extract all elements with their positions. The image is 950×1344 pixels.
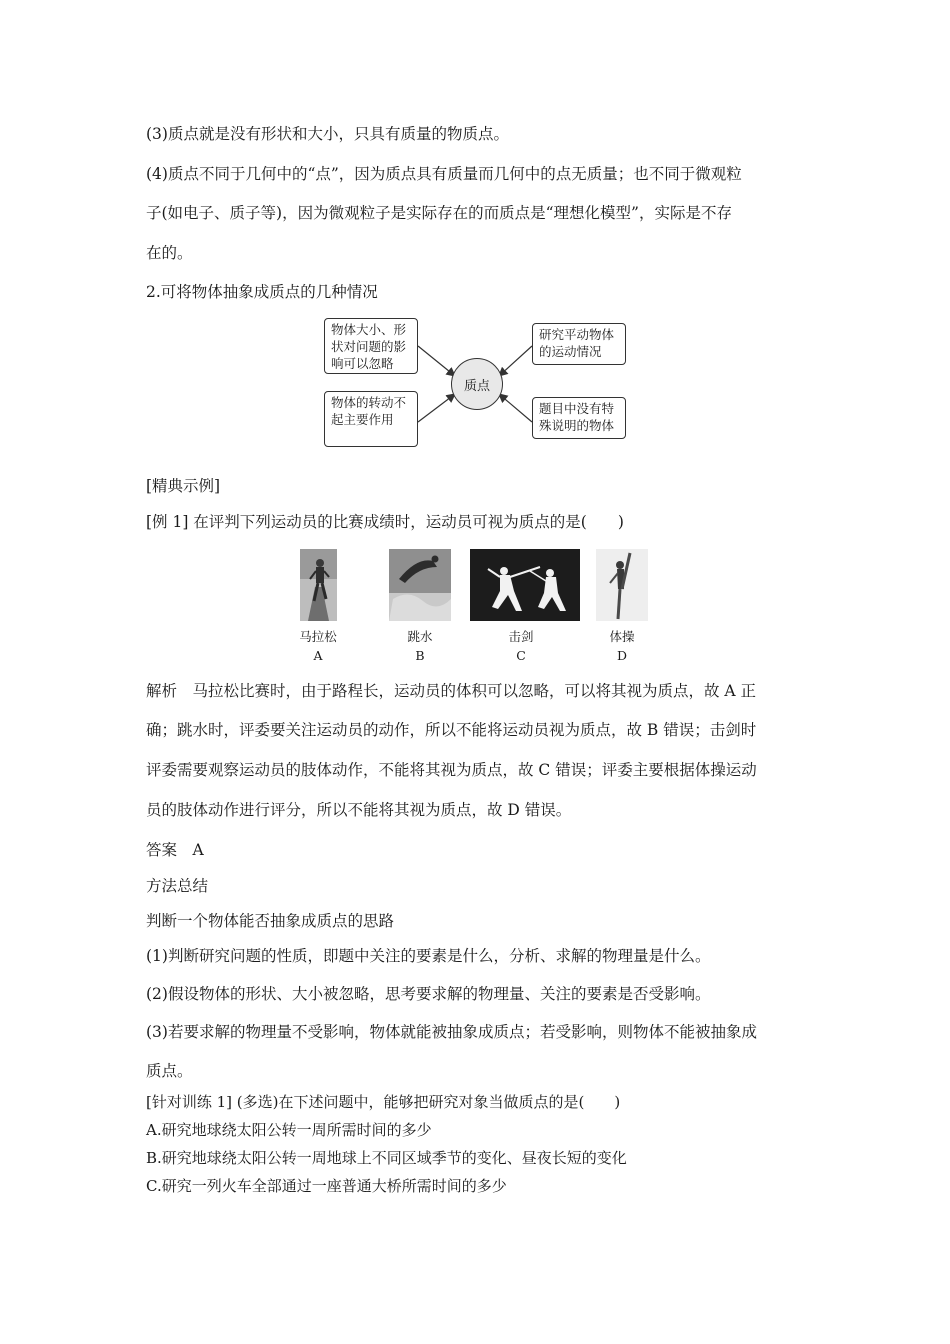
method-title: 方法总结 bbox=[146, 877, 209, 895]
particle-diagram bbox=[322, 318, 628, 448]
training-option-a: A.研究地球绕太阳公转一周所需时间的多少 bbox=[146, 1121, 432, 1139]
option-d-name: 体操 bbox=[609, 629, 635, 644]
box-rotation-not-important: 物体的转动不起主要作用 bbox=[324, 391, 418, 447]
method-line: (1)判断研究问题的性质，即题中关注的要素是什么，分析、求解的物理量是什么。 bbox=[146, 947, 711, 965]
text-line: 子(如电子、质子等)，因为微观粒子是实际存在的而质点是“理想化模型”，实际是不存 bbox=[146, 204, 732, 222]
method-line: (2)假设物体的形状、大小被忽略，思考要求解的物理量、关注的要素是否受影响。 bbox=[146, 985, 711, 1003]
option-b-name: 跳水 bbox=[407, 629, 433, 644]
method-line: (3)若要求解的物理量不受影响，物体就能被抽象成质点；若受影响，则物体不能被抽象成 bbox=[146, 1023, 757, 1041]
fencing-photo bbox=[470, 549, 580, 621]
section-label: [精典示例] bbox=[146, 477, 221, 495]
example-question: [例 1] 在评判下列运动员的比赛成绩时，运动员可视为质点的是( ) bbox=[146, 513, 624, 531]
option-d-letter: D bbox=[616, 648, 628, 663]
training-option-c: C.研究一列火车全部通过一座普通大桥所需时间的多少 bbox=[146, 1177, 507, 1195]
box-translational-motion: 研究平动物体的运动情况 bbox=[532, 323, 626, 365]
text-line: (4)质点不同于几何中的“点”，因为质点具有质量而几何中的点无质量；也不同于微观粒 bbox=[146, 165, 742, 183]
text-line: 在的。 bbox=[146, 244, 193, 262]
text-line: (3)质点就是没有形状和大小，只具有质量的物质点。 bbox=[146, 125, 509, 143]
marathon-photo bbox=[300, 549, 337, 621]
option-b-letter: B bbox=[415, 648, 425, 663]
training-question: [针对训练 1] (多选)在下述问题中，能够把研究对象当做质点的是( ) bbox=[146, 1093, 621, 1111]
gymnastics-photo bbox=[596, 549, 648, 621]
section-heading: 2.可将物体抽象成质点的几种情况 bbox=[146, 283, 378, 301]
center-label: 质点 bbox=[463, 378, 490, 394]
answer-line: 答案 A bbox=[146, 841, 204, 859]
option-c-name: 击剑 bbox=[508, 629, 534, 644]
method-line: 质点。 bbox=[146, 1062, 193, 1080]
option-c-letter: C bbox=[516, 648, 526, 663]
method-subtitle: 判断一个物体能否抽象成质点的思路 bbox=[146, 912, 395, 930]
analysis-line: 评委需要观察运动员的肢体动作，不能将其视为质点，故 C 错误；评委主要根据体操运动 bbox=[146, 761, 757, 779]
option-a-name: 马拉松 bbox=[299, 629, 337, 644]
training-option-b: B.研究地球绕太阳公转一周地球上不同区域季节的变化、昼夜长短的变化 bbox=[146, 1149, 627, 1167]
box-no-special-note: 题目中没有特殊说明的物体 bbox=[532, 397, 626, 439]
analysis-line: 确；跳水时，评委要关注运动员的动作，所以不能将运动员视为质点，故 B 错误；击剑时 bbox=[146, 721, 757, 739]
option-a-letter: A bbox=[313, 648, 323, 663]
box-size-shape-negligible: 物体大小、形状对问题的影响可以忽略 bbox=[324, 318, 418, 374]
diving-photo bbox=[389, 549, 451, 621]
analysis-line: 员的肢体动作进行评分，所以不能将其视为质点，故 D 错误。 bbox=[146, 801, 572, 819]
particle-center-circle bbox=[451, 358, 503, 410]
analysis-line: 解析 马拉松比赛时，由于路程长，运动员的体积可以忽略，可以将其视为质点，故 A 正 bbox=[146, 682, 757, 700]
